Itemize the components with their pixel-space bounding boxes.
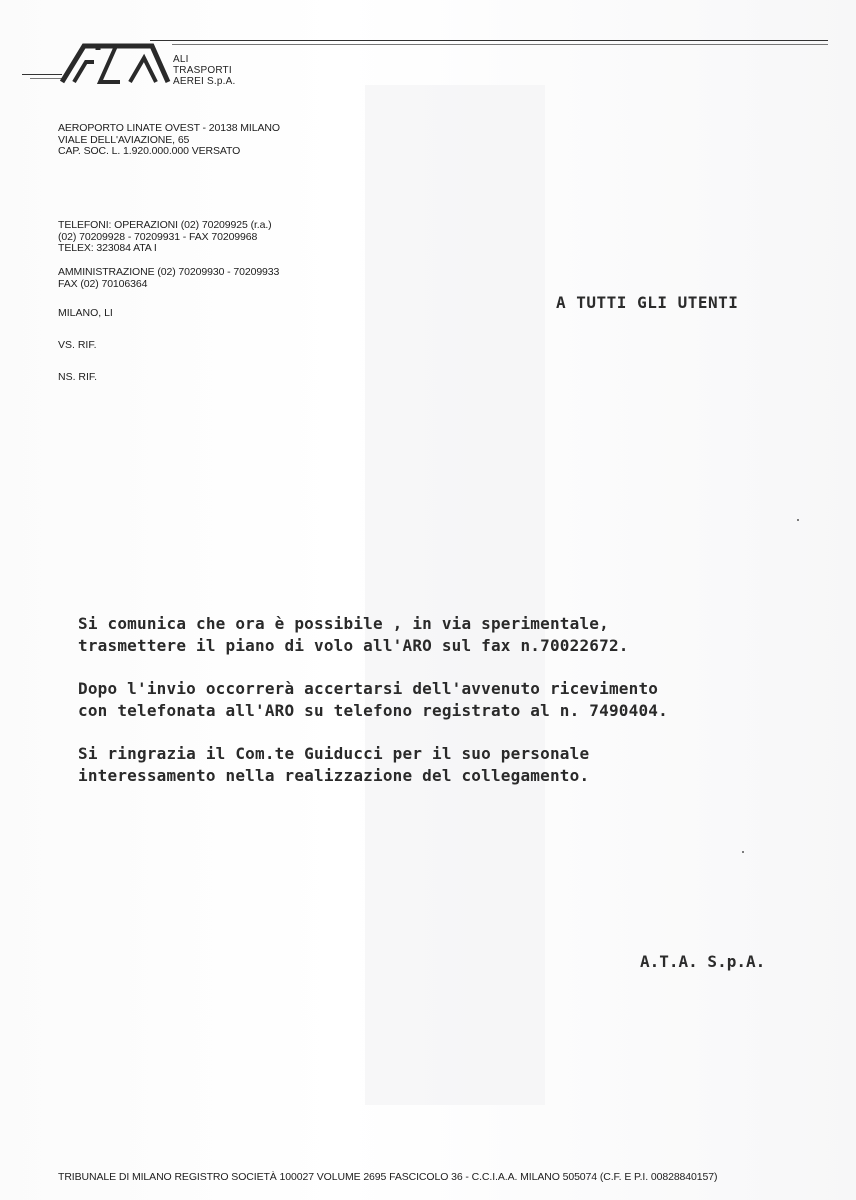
company-name (173, 54, 235, 87)
header-rule (150, 40, 828, 41)
signature: A.T.A. S.p.A. (640, 952, 766, 971)
recipient-line: A TUTTI GLI UTENTI (556, 293, 739, 312)
body-paragraph: Si comunica che ora è possibile , in via sperimentale, trasmettere il piano di volo all'ARO sul fax n.70022672. (78, 614, 629, 655)
address-line: CAP. SOC. L. 1.920.000.000 VERSATO (58, 145, 241, 157)
body-paragraph: Dopo l'invio occorrerà accertarsi dell'avvenuto ricevimento con telefonata all'ARO su telefono registrato al n. 7490404. (78, 679, 668, 720)
telephone-block (58, 220, 272, 255)
scan-shading (365, 85, 545, 1105)
company-name-line: TRASPORTI (173, 65, 232, 76)
telephone-line: TELEFONI: OPERAZIONI (02) 70209925 (r.a.) (58, 219, 272, 231)
header-rule-secondary (172, 44, 828, 45)
left-rule-secondary (30, 78, 64, 79)
address-line: AEROPORTO LINATE OVEST - 20138 MILANO (58, 122, 280, 134)
ata-logo (60, 38, 172, 88)
administration-line: FAX (02) 70106364 (58, 277, 148, 290)
scan-speck (742, 851, 744, 853)
left-rule (22, 74, 62, 75)
company-name-line: ALI (173, 54, 189, 65)
letter-body (78, 613, 778, 808)
body-paragraph: Si ringrazia il Com.te Guiducci per il suo personale interessamento nella realizzazione del collegamento. (78, 744, 590, 785)
administration-line: AMMINISTRAZIONE (02) 70209930 - 70209933 (58, 266, 280, 278)
address-line: VIALE DELL'AVIAZIONE, 65 (58, 133, 190, 146)
company-address (58, 123, 280, 158)
telephone-line: TELEX: 323084 ATA I (58, 242, 157, 254)
registration-footer: TRIBUNALE DI MILANO REGISTRO SOCIETÀ 100027 VOLUME 2695 FASCICOLO 36 - C.C.I.A.A. MILANO 505074 (C.F. E P.I. 00828840157) (58, 1171, 718, 1183)
company-name-line: AEREI S.p.A. (173, 76, 236, 87)
place-date-field: MILANO, LI (58, 307, 113, 319)
telephone-line: (02) 70209928 - 70209931 - FAX 70209968 (58, 230, 258, 243)
administration-block (58, 267, 279, 290)
scan-speck (797, 519, 799, 521)
your-reference-field: VS. RIF. (58, 339, 97, 351)
our-reference-field: NS. RIF. (58, 371, 98, 383)
